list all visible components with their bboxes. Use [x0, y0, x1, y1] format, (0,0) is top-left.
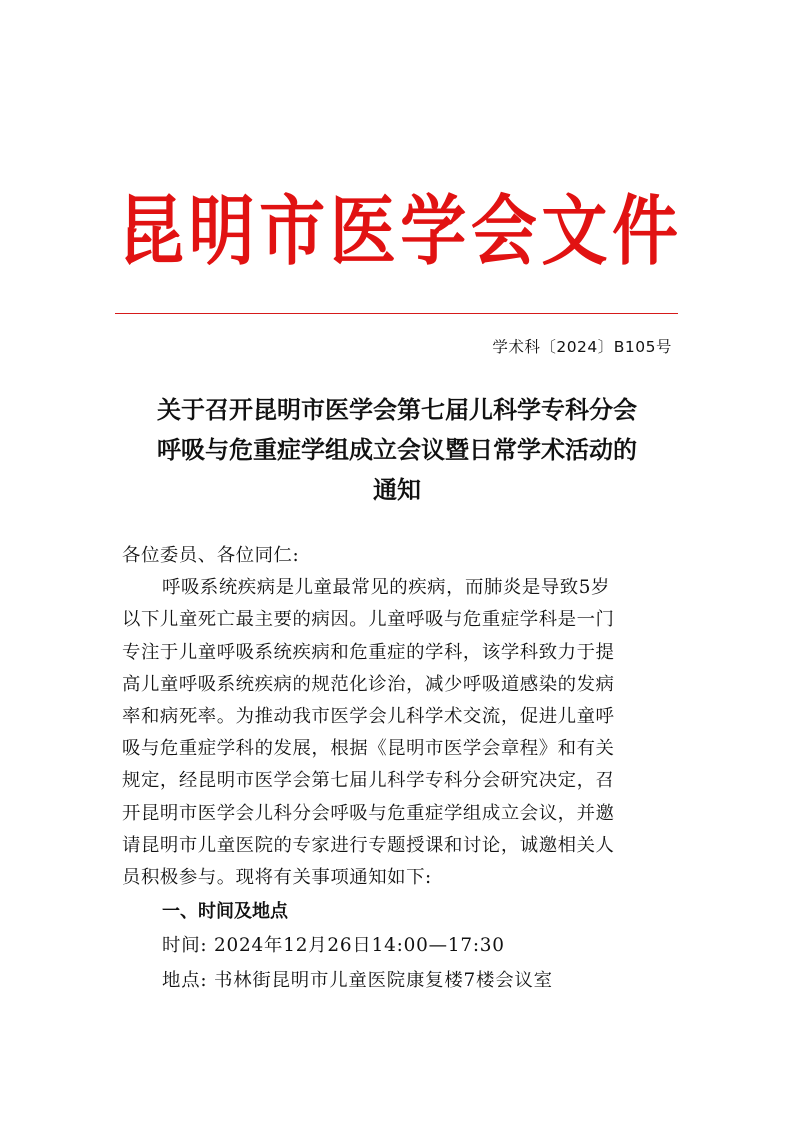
- masthead-char: 明: [188, 187, 255, 276]
- salutation: 各位委员、各位同仁:: [122, 545, 300, 566]
- masthead-char: 学: [400, 187, 467, 276]
- paragraph-line: 呼吸系统疾病是儿童最常见的疾病，而肺炎是导致5岁: [162, 577, 610, 599]
- title-line: 呼吸与危重症学组成立会议暨日常学术活动的: [157, 435, 637, 464]
- paragraph-line: 开昆明市医学会儿科分会呼吸与危重症学组成立会议，并邀: [122, 802, 615, 824]
- document-number: 学术科〔2024〕B105号: [492, 338, 672, 356]
- paragraph-line: 请昆明市儿童医院的专家进行专题授课和讨论，诚邀相关人: [122, 834, 615, 856]
- meeting-place: [122, 963, 678, 998]
- paragraph-line: 率和病死率。为推动我市医学会儿科学术交流，促进儿童呼: [122, 705, 615, 727]
- masthead-divider: [115, 313, 678, 314]
- paragraph-line: 员积极参与。现将有关事项通知如下:: [122, 866, 432, 888]
- section-heading: 一、时间及地点: [162, 901, 288, 923]
- masthead-char: 昆: [118, 187, 184, 276]
- place-value: 书林街昆明市儿童医院康复楼7楼会议室: [214, 970, 553, 992]
- paragraph-line: 吸与危重症学科的发展，根据《昆明市医学会章程》和有关: [122, 738, 615, 760]
- masthead-char: 文: [541, 187, 608, 276]
- paragraph-line: 以下儿童死亡最主要的病因。儿童呼吸与危重症学科是一门: [122, 609, 615, 631]
- paragraph-line: 高儿童呼吸系统疾病的规范化诊治，减少呼吸道感染的发病: [122, 673, 615, 695]
- masthead-char: 件: [611, 187, 678, 276]
- paragraph-line: 规定，经昆明市医学会第七届儿科学专科分会研究决定，召: [122, 770, 615, 792]
- masthead-char: 市: [259, 187, 326, 276]
- masthead-char: 会: [470, 187, 537, 276]
- paragraph-line: 专注于儿童呼吸系统疾病和危重症的学科，该学科致力于提: [122, 641, 615, 663]
- document-title: [100, 390, 694, 510]
- time-value: 2024年12月26日14:00—17:30: [214, 935, 505, 957]
- document-body: [122, 540, 678, 998]
- time-label: 时间:: [162, 935, 208, 957]
- meeting-time: [122, 928, 678, 963]
- place-label: 地点:: [162, 970, 208, 992]
- title-line: 通知: [373, 475, 421, 504]
- masthead-char: 医: [329, 187, 396, 276]
- document-masthead: [118, 186, 678, 278]
- title-line: 关于召开昆明市医学会第七届儿科学专科分会: [157, 395, 637, 424]
